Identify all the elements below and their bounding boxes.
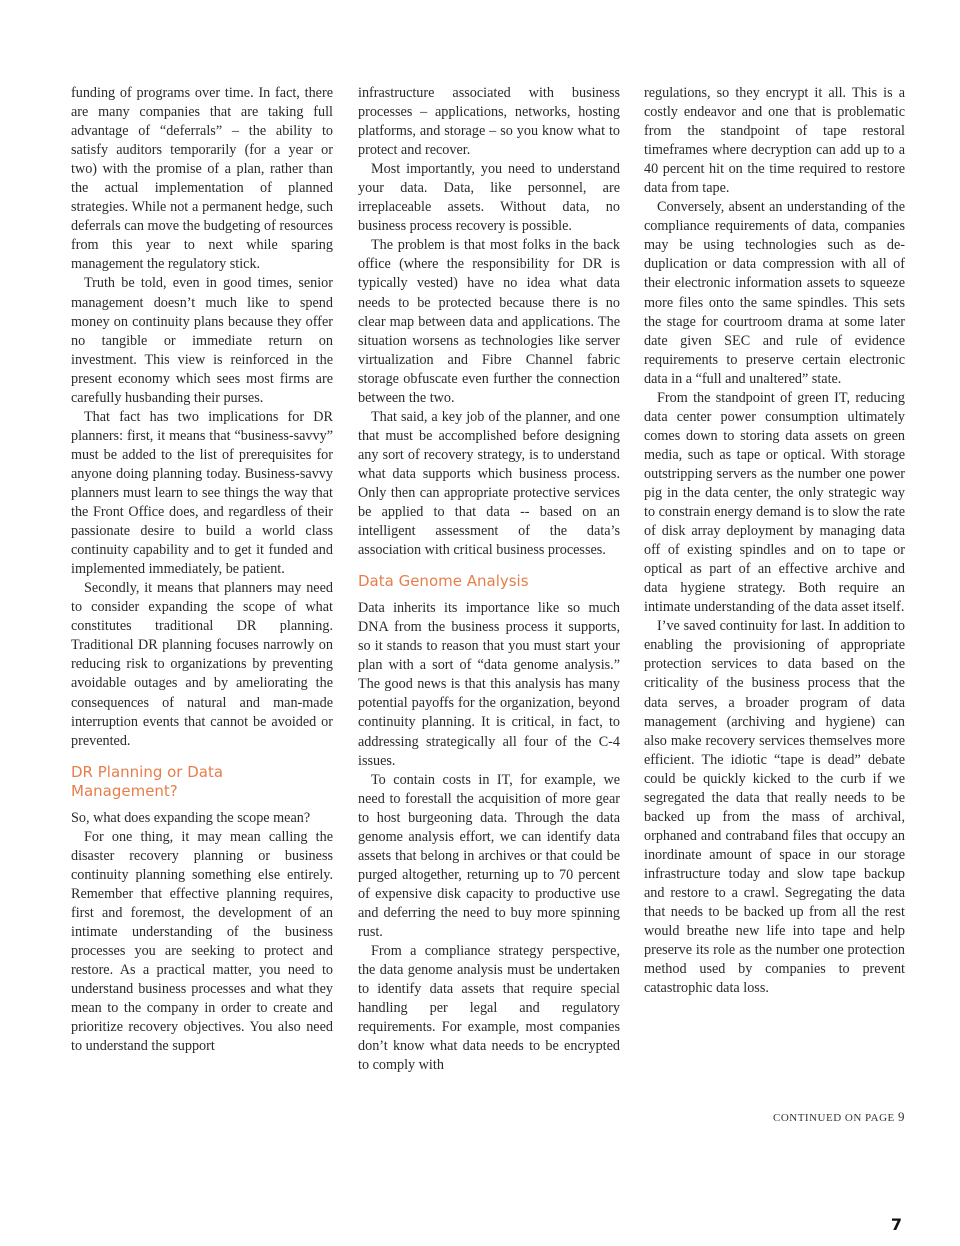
paragraph: For one thing, it may mean calling the disaster recovery planning or business continuity planning something else entirely. Remember that effective planning requires, first and foremost, the development of an intimate understanding of the business processes you are seeking to protect and restore. As a practical matter, you need to understand business processes and what they mean to the company in order to create and prioritize recovery objectives. You also need to understand the support [71, 828, 333, 1055]
paragraph: That said, a key job of the planner, and one that must be accomplished before designing any sort of recovery strategy, is to understand what data supports which business process. Only then can appropriate protective services be applied to that data -- based on an intelligent assessment of the data’s association with critical business processes. [358, 408, 620, 559]
paragraph: From a compliance strategy perspective, the data genome analysis must be undertaken to identify data assets that require special handling per legal and regulatory requirements. For example, most companies don’t know what data needs to be encrypted to comply with [358, 943, 620, 1074]
section-heading-dr-planning: DR Planning or Data Management? [71, 762, 224, 800]
paragraph: From the standpoint of green IT, reducing data center power consumption ultimately comes down to storing data assets on green media, such as tape or optical. With storage outstripping servers as the number one power pig in the data center, the only strategic way to constrain energy demand is to slow the rate of disk array deployment by managing data off of existing spindles and on to tape or optical as part of an effective archive and data hygiene strategy. Both require an intimate understanding of the data asset itself. [644, 389, 905, 616]
continued-page-number: 9 [898, 1109, 905, 1124]
paragraph: regulations, so they encrypt it all. This is a costly endeavor and one that is problematic from the standpoint of tape restoral timeframes where decryption can add up to a 40 percent hit on the time required to restore data from tape. [644, 85, 905, 197]
paragraph: infrastructure associated with business processes – applications, networks, hosting platforms, and storage – so you know what to protect and recover. [358, 85, 620, 159]
paragraph: That fact has two implications for DR planners: first, it means that “business-savvy” must be added to the list of prerequisites for anyone doing planning today. Business-savvy planners must learn to see things the way that the Front Office does, and regardless of their passionate desire to build a world class continuity capability and to get it funded and implemented immediately, be patient. [71, 408, 333, 578]
paragraph: Data inherits its importance like so much DNA from the business process it supports, so it stands to reason that you must start your plan with a sort of “data genome analysis.” The good news is that this analysis has many potential payoffs for the organization, beyond continuity planning. It is critical, in fact, to addressing strategically all four of the C-4 issues. [358, 600, 620, 769]
article-column-1 [71, 84, 333, 1056]
paragraph: So, what does expanding the scope mean? [71, 809, 311, 826]
section-heading-data-genome: Data Genome Analysis [358, 572, 529, 591]
continued-label: CONTINUED ON PAGE [772, 1112, 895, 1124]
article-column-2 [358, 84, 620, 1075]
paragraph: funding of programs over time. In fact, there are many companies that are taking full advantage of “deferrals” – the ability to satisfy auditors temporarily (for a year or two) with the promise of a plan, rather than the actual implementation of planned strategies. While not a permanent hedge, such deferrals can move the budgeting of resources from this year to next while sparing management the regulatory stick. [71, 85, 333, 273]
page-number: 7 [890, 1215, 902, 1234]
paragraph: To contain costs in IT, for example, we need to forestall the acquisition of more gear to host burgeoning data. Through the data genome analysis effort, we can identify data assets that belong in archives or that could be purged altogether, returning up to 70 percent of expensive disk capacity to productive use and deferring the need to buy more spinning rust. [358, 771, 620, 940]
paragraph: Conversely, absent an understanding of the compliance requirements of data, companies may be using technologies such as de-duplication or data compression with all of their electronic information assets to squeeze more files onto the same spindles. This sets the stage for courtroom drama at some later date given SEC and rule of evidence requirements to preserve certain electronic data in a “full and unaltered” state. [644, 199, 905, 387]
paragraph: The problem is that most folks in the back office (where the responsibility for DR is typically vested) have no idea what data needs to be protected because there is no clear map between data and applications. The situation worsens as technologies like server virtualization and Fibre Channel fabric storage obfuscate even further the connection between the two. [358, 237, 620, 406]
paragraph: Most importantly, you need to understand your data. Data, like personnel, are irreplaceable assets. Without data, no business process recovery is possible. [358, 161, 620, 235]
continued-on-page-note [644, 1109, 905, 1125]
paragraph: I’ve saved continuity for last. In addition to enabling the provisioning of appropriate protection services to data based on the criticality of the business process that the data serves, a broader program of data management (archiving and hygiene) can also make recovery services themselves more efficient. The idiotic “tape is dead” debate could be quickly kicked to the curb if we segregated the data that really needs to be backed up from the mass of archival, orphaned and contraband files that occupy an inordinate amount of space in our storage infrastructure today and slow tape backup and restore to a crawl. Segregating the data that needs to be backed up from all the rest would breathe new life into tape and help preserve its role as the number one protection method used by companies to prevent catastrophic data loss. [644, 618, 905, 997]
paragraph: Secondly, it means that planners may need to consider expanding the scope of what constitutes traditional DR planning. Traditional DR planning focuses narrowly on reducing risk to organizations by preventing avoidable outages and by ameliorating the consequences of natural and man-made interruption events that cannot be avoided or prevented. [71, 580, 333, 749]
paragraph: Truth be told, even in good times, senior management doesn’t much like to spend money on continuity plans because they offer no tangible or immediate return on investment. This view is reinforced in the present economy which sees most firms are carefully husbanding their purses. [71, 275, 333, 406]
article-column-3 [644, 84, 905, 998]
